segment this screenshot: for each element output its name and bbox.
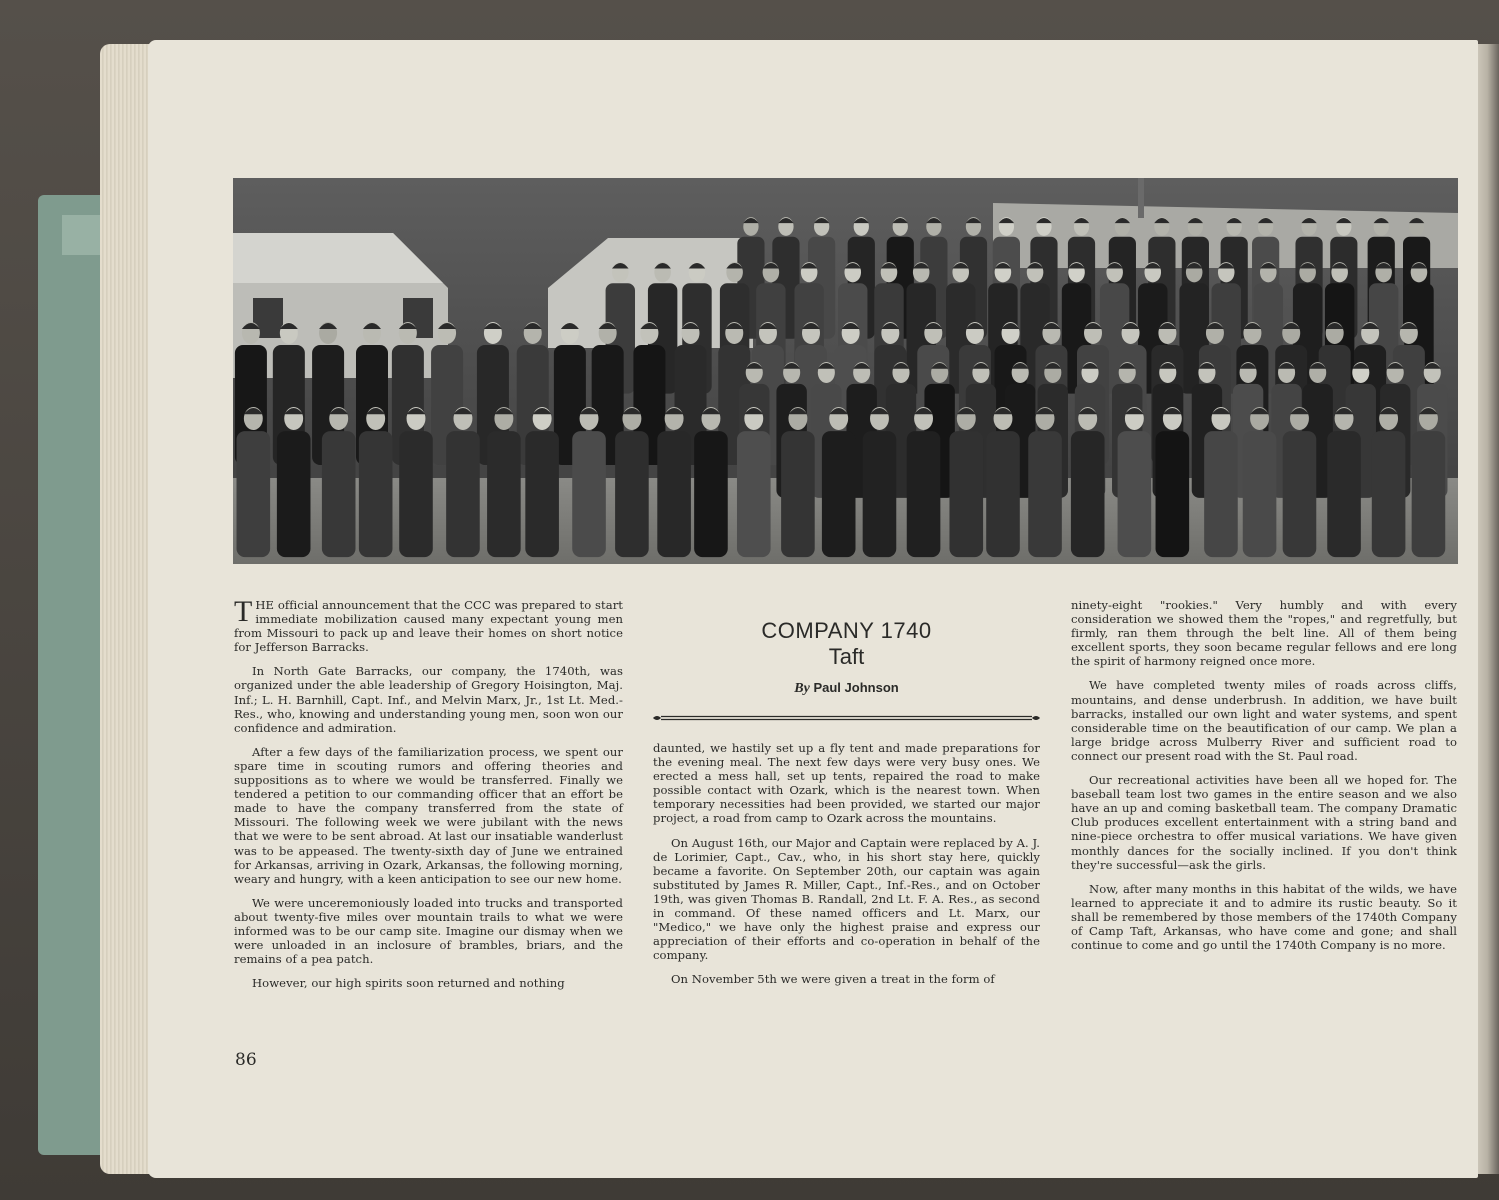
paragraph: Now, after many months in this habitat of the wilds, we have learned to appreciate it and to admire its rustic beauty. So it shall be remembered by those members of the 1740th Company of Camp Taft, Arkansas, who have come and gone; and shall continue to come and go until the 1740th Company is no more. bbox=[1071, 881, 1457, 953]
paragraph: In North Gate Barracks, our company, the 1740th, was organized under the able leadership of Gregory Hoisington, Maj. Inf.; L. H. Barnhill, Capt. Inf., and Melvin Marx, Jr., 1st Lt. Med.-Res., who, knowing and understanding young men, soon won our confidence and admiration. bbox=[234, 664, 623, 735]
paragraph: On November 5th we were given a treat in the form of bbox=[671, 972, 995, 987]
decorative-rule bbox=[653, 714, 1040, 722]
paragraph: We were unceremoniously loaded into trucks and transported about twenty-five miles over mountain trails to what we were informed was to be our camp site. Imagine our dismay when we were unloaded in an inclosure of brambles, briars, and the remains of a pea patch. bbox=[234, 895, 623, 967]
article-column-3 bbox=[1071, 598, 1457, 962]
paragraph: ninety-eight "rookies." Very humbly and with every consideration we showed them the "ropes," and regretfully, but firmly, ran them through the belt line. All of them being excellent sports, they soon became regular fellows and ere long the spirit of harmony reigned once more. bbox=[1071, 598, 1457, 669]
page-number: 86 bbox=[235, 1050, 257, 1070]
paragraph: On August 16th, our Major and Captain were replaced by A. J. de Lorimier, Capt., Cav., who, in his short stay here, quickly became a favorite. On September 20th, our captain was again substituted by James R. Miller, Capt., Inf.-Res., and on October 19th, was given Thomas B. Randall, 2nd Lt. F. A. Res., as second in command. Of these named officers and Lt. Marx, our "Medico," we have only the highest praise and express our appreciation of their efforts and co-operation in behalf of the company. bbox=[653, 835, 1040, 963]
paragraph: However, our high spirits soon returned and nothing bbox=[252, 976, 565, 991]
drop-cap: T bbox=[234, 595, 253, 628]
byline-author: Paul Johnson bbox=[813, 680, 899, 695]
article-column-2 bbox=[653, 741, 1040, 997]
paragraph bbox=[234, 595, 623, 655]
paragraph: After a few days of the familiarization process, we spent our spare time in scouting rumors and offering theories and suppositions as to where we would be transferred. Finally we tendered a petition to our commanding officer that an effort be made to have the company transferred from the state of Missouri. The following week we were jubilant with the news that we were to be sent abroad. At last our insatiable wanderlust was to be appeased. The twenty-sixth day of June we entrained for Arkansas, arriving in Ozark, Arkansas, the following morning, weary and hungry, with a keen anticipation to see our new home. bbox=[234, 744, 623, 886]
article-title: COMPANY 1740 bbox=[761, 618, 932, 643]
byline bbox=[653, 680, 1040, 697]
article-heading bbox=[653, 618, 1040, 697]
company-group-photograph bbox=[233, 178, 1458, 564]
paragraph-text: HE official announcement that the CCC was prepared to start immediate mobilization caused many expectant young men from Missouri to pack up and leave their homes on short notice for Jefferson Barracks. bbox=[234, 598, 623, 655]
article-subtitle: Taft bbox=[828, 644, 865, 669]
byline-prefix: By bbox=[794, 681, 810, 696]
paragraph: Our recreational activities have been all we hoped for. The baseball team lost two games in the entire season and we also have an up and coming basketball team. The company Dramatic Club produces excellent entertainment with a string band and nine-piece orchestra to offer musical variations. We have given monthly dances for the socially inclined. If you don't think they're successful—ask the girls. bbox=[1071, 773, 1457, 872]
chimney bbox=[1138, 178, 1144, 218]
paragraph: daunted, we hastily set up a fly tent and made preparations for the evening meal. The next few days were very busy ones. We erected a mess hall, set up tents, repaired the road to make possible contact with Ozark, which is the nearest town. When temporary necessities had been provided, we started our major project, a road from camp to Ozark across the mountains. bbox=[653, 741, 1040, 826]
paragraph: We have completed twenty miles of roads across cliffs, mountains, and dense underbrush. In addition, we have built barracks, installed our own light and water systems, and spent considerable time on the beautification of our camp. We plan a large bridge across Mulberry River and sufficient road to connect our present road with the St. Paul road. bbox=[1071, 678, 1457, 763]
article-column-1 bbox=[234, 595, 623, 1000]
